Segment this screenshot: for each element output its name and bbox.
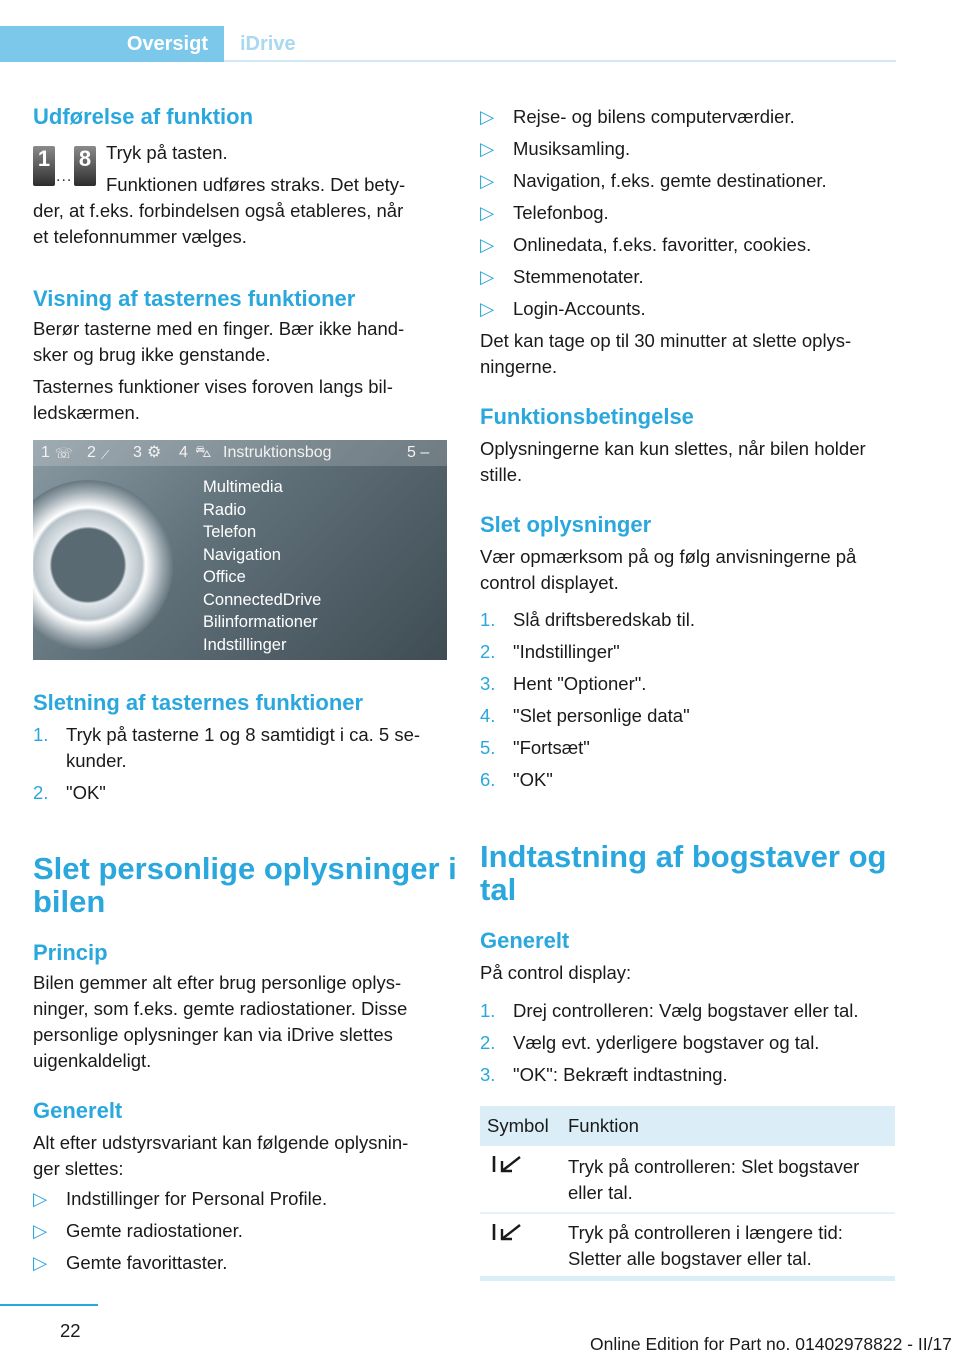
tab-idrive[interactable] — [224, 26, 424, 62]
princip-text-2: ninger, som f.eks. gemte radiostationer. Disse — [33, 998, 408, 1019]
item-text: Gemte favorittaster. — [66, 1252, 228, 1273]
edition-text: Online Edition for Part no. 01402978822 - II/17 — [590, 1334, 952, 1354]
generelt-heading: Generelt — [33, 1098, 123, 1123]
menu-item: Navigation — [203, 545, 281, 564]
condition-text-1: Oplysningerne kan kun slettes, når bilen holder — [480, 438, 866, 459]
deletable-items-list — [33, 1186, 453, 1282]
phone-icon: ☏ — [55, 445, 73, 461]
delete-heading: Slet oplysninger — [480, 512, 652, 537]
fav-key-5: 5 – — [407, 444, 430, 461]
col-header-function: Funktion — [568, 1115, 639, 1136]
main-menu — [203, 476, 321, 656]
list-item — [480, 671, 900, 697]
exec-text-3: der, at f.eks. forbindelsen også etableres, når — [33, 200, 404, 221]
list-item — [480, 168, 900, 194]
step-number: 2. — [480, 1032, 496, 1053]
princip-text-3: personlige oplysninger kan via iDrive slettes — [33, 1024, 393, 1045]
input-generelt-heading: Generelt — [480, 928, 570, 953]
delete-keys-steps — [33, 722, 453, 812]
header-divider — [224, 60, 896, 62]
backspace-arrow-icon — [486, 1152, 536, 1176]
table-header — [480, 1106, 895, 1146]
step-number: 2. — [480, 641, 496, 662]
bullet-marker: ▷ — [480, 106, 495, 127]
princip-text-1: Bilen gemmer alt efter brug personlige oplys- — [33, 972, 402, 993]
list-item — [480, 104, 900, 130]
step-text: Drej controlleren: Vælg bogstaver eller tal. — [513, 1000, 859, 1021]
tab-label: Oversigt — [126, 32, 208, 55]
exec-text-1: Tryk på tasten. — [106, 142, 228, 163]
row-text-2: Sletter alle bogstaver eller tal. — [568, 1248, 812, 1269]
input-generelt-text: På control display: — [480, 962, 632, 983]
list-item — [480, 607, 900, 633]
princip-heading: Princip — [33, 940, 108, 965]
col-header-symbol: Symbol — [487, 1115, 549, 1136]
step-text: "OK" — [66, 782, 106, 803]
item-text: Onlinedata, f.eks. favoritter, cookies. — [513, 234, 812, 255]
row-text-1: Tryk på controlleren i længere tid: — [568, 1222, 843, 1243]
step-text: "OK": Bekræft indtastning. — [513, 1064, 728, 1085]
key-8-icon — [74, 146, 96, 186]
fav-key-3: 3 — [133, 444, 142, 461]
list-item — [33, 722, 453, 774]
table-row — [480, 1146, 895, 1212]
row-text-1: Tryk på controlleren: Slet bogstaver — [568, 1156, 860, 1177]
step-number: 3. — [480, 673, 496, 694]
show-text-1b: sker og brug ikke genstande. — [33, 344, 271, 365]
bullet-marker: ▷ — [480, 266, 495, 287]
step-number: 5. — [480, 737, 496, 758]
input-steps — [480, 998, 900, 1094]
list-item — [480, 703, 900, 729]
step-number: 6. — [480, 769, 496, 790]
list-item — [480, 639, 900, 665]
step-number: 1. — [33, 724, 49, 745]
key-range-dots: ... — [56, 168, 73, 185]
key-1-icon — [33, 146, 55, 186]
list-item — [33, 780, 453, 806]
step-number: 1. — [480, 609, 496, 630]
list-item — [480, 735, 900, 761]
step-text: Hent "Optioner". — [513, 673, 647, 694]
menu-item: Indstillinger — [203, 635, 287, 654]
menu-item: Radio — [203, 500, 247, 519]
table-row — [480, 1214, 895, 1274]
step-text: Slå driftsberedskab til. — [513, 609, 696, 630]
page-number: 22 — [60, 1320, 81, 1341]
bullet-marker: ▷ — [480, 298, 495, 319]
list-item — [480, 1030, 900, 1056]
show-text-2b: ledskærmen. — [33, 402, 140, 423]
key-label: 1 — [37, 146, 51, 171]
list-item — [480, 998, 900, 1024]
menu-item: Multimedia — [203, 478, 283, 496]
exec-heading: Udførelse af funktion — [33, 104, 254, 129]
section-title-3: Indtastning af bogstaver og — [480, 839, 887, 874]
item-text: Navigation, f.eks. gemte destinationer. — [513, 170, 827, 191]
step-number: 4. — [480, 705, 496, 726]
key-label: 8 — [78, 146, 92, 171]
step-text: "Indstillinger" — [513, 641, 620, 662]
menu-item: Office — [203, 568, 246, 586]
tab-label: iDrive — [240, 32, 296, 55]
list-item — [480, 296, 900, 322]
menu-item: ConnectedDrive — [203, 590, 322, 609]
fav-key-4: 4 — [179, 444, 188, 461]
deletable-items-list-continued — [480, 104, 900, 328]
exec-text-2: Funktionen udføres straks. Det bety- — [106, 174, 406, 195]
step-text: "Slet personlige data" — [513, 705, 690, 726]
radio-icon: ⟋ — [101, 448, 110, 462]
step-text: "OK" — [513, 769, 553, 790]
car-icon: ⛍ — [195, 444, 212, 461]
list-item — [33, 1186, 453, 1212]
time-note-1: Det kan tage op til 30 minutter at slette oplys- — [480, 330, 852, 351]
section-title-2: bilen — [33, 884, 106, 919]
section-title-4: tal — [480, 872, 517, 907]
fav-key-2: 2 — [87, 444, 96, 461]
item-text: Telefonbog. — [513, 202, 609, 223]
list-item — [480, 136, 900, 162]
list-item — [480, 264, 900, 290]
item-text: Login-Accounts. — [513, 298, 646, 319]
footer-divider — [0, 1304, 98, 1306]
list-item — [480, 1062, 900, 1088]
show-heading: Visning af tasternes funktioner — [33, 286, 356, 311]
show-text-1a: Berør tasterne med en finger. Bær ikke hand- — [33, 318, 405, 339]
backspace-arrow-icon — [486, 1220, 536, 1244]
menu-item: Telefon — [203, 523, 257, 541]
show-text-2a: Tasternes funktioner vises foroven langs bil- — [33, 376, 393, 397]
list-item — [480, 767, 900, 793]
generelt-text-1: Alt efter udstyrsvariant kan følgende oplysnin- — [33, 1132, 409, 1153]
bullet-marker: ▷ — [33, 1220, 48, 1241]
favorite-buttons-bar — [33, 440, 447, 466]
item-text: Musiksamling. — [513, 138, 631, 159]
list-item — [33, 1250, 453, 1276]
section-title-1: Slet personlige oplysninger i — [33, 851, 457, 886]
step-number: 3. — [480, 1064, 496, 1085]
list-item — [480, 232, 900, 258]
list-item — [33, 1218, 453, 1244]
item-text: Rejse- og bilens computerværdier. — [513, 106, 795, 127]
bullet-marker: ▷ — [33, 1188, 48, 1209]
delete-text-1: Vær opmærksom på og følg anvisningerne på — [480, 546, 857, 567]
bullet-marker: ▷ — [480, 234, 495, 255]
condition-text-2: stille. — [480, 464, 523, 485]
step-text: kunder. — [66, 750, 127, 771]
step-text: Tryk på tasterne 1 og 8 samtidigt i ca. 5 se- — [66, 724, 421, 745]
time-note-2: ningerne. — [480, 356, 558, 377]
bullet-marker: ▷ — [33, 1252, 48, 1273]
step-number: 1. — [480, 1000, 496, 1021]
item-text: Gemte radiostationer. — [66, 1220, 243, 1241]
fav-instruktionsbog: Instruktionsbog — [223, 444, 332, 461]
delete-text-2: control displayet. — [480, 572, 619, 593]
step-text: Vælg evt. yderligere bogstaver og tal. — [513, 1032, 820, 1053]
step-text: "Fortsæt" — [513, 737, 590, 758]
item-text: Stemmenotater. — [513, 266, 644, 287]
list-item — [480, 200, 900, 226]
display-screenshot — [33, 440, 447, 660]
gear-icon: ⚙ — [147, 444, 162, 461]
table-bottom-rule — [480, 1276, 895, 1281]
controller-dial-graphic — [33, 480, 173, 650]
princip-text-4: uigenkaldeligt. — [33, 1050, 152, 1071]
menu-item: Bilinformationer — [203, 613, 318, 631]
generelt-text-2: ger slettes: — [33, 1158, 124, 1179]
tab-oversigt[interactable] — [0, 26, 224, 62]
delete-keys-heading: Sletning af tasternes funktioner — [33, 690, 364, 715]
row-text-2: eller tal. — [568, 1182, 633, 1203]
bullet-marker: ▷ — [480, 202, 495, 223]
bullet-marker: ▷ — [480, 170, 495, 191]
item-text: Indstillinger for Personal Profile. — [66, 1188, 328, 1209]
delete-steps — [480, 607, 900, 799]
step-number: 2. — [33, 782, 49, 803]
condition-heading: Funktionsbetingelse — [480, 404, 694, 429]
bullet-marker: ▷ — [480, 138, 495, 159]
exec-text-4: et telefonnummer vælges. — [33, 226, 247, 247]
fav-key-1: 1 — [41, 444, 50, 461]
